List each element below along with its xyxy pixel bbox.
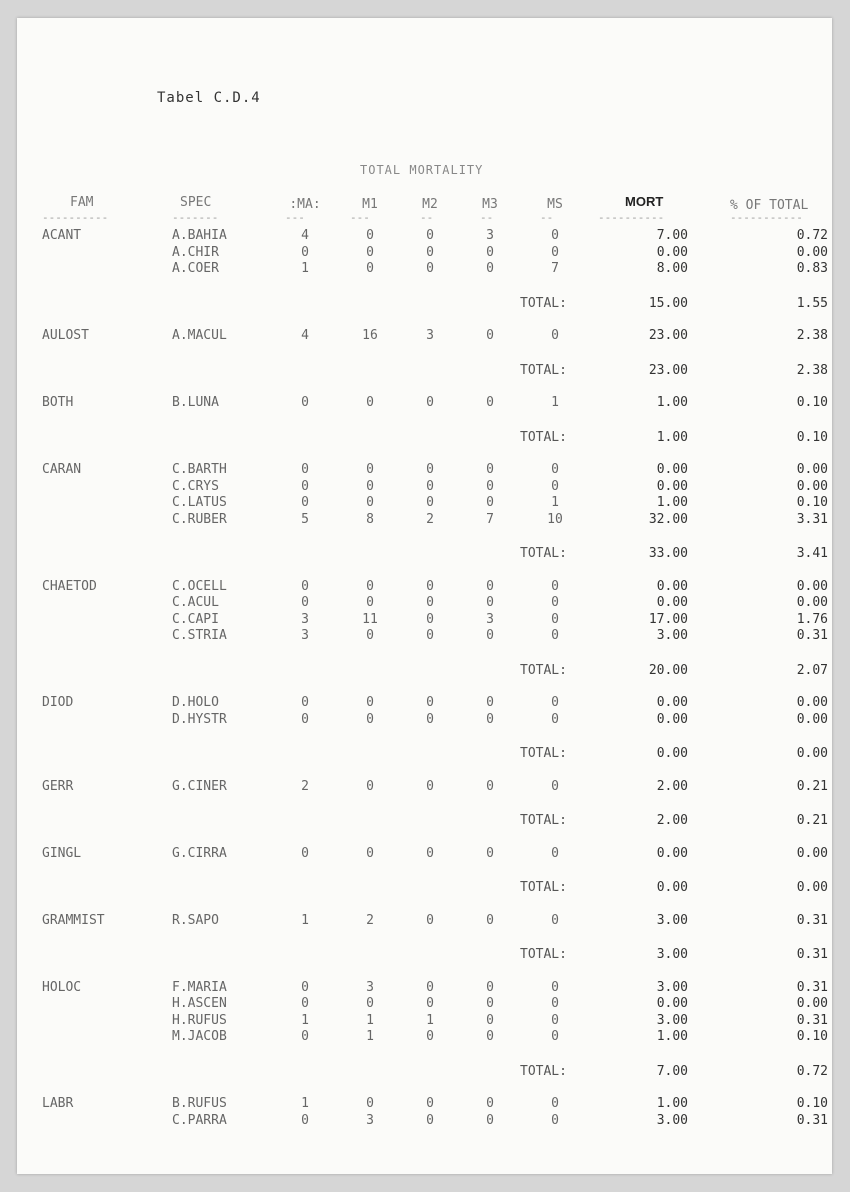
value-mort: 1.00 xyxy=(656,1096,688,1111)
value-ma: 0 xyxy=(301,711,309,727)
value-mort: 0.00 xyxy=(656,595,688,610)
value-ms: 0 xyxy=(551,912,559,928)
total-mort: 3.00 xyxy=(656,947,688,962)
value-ms: 0 xyxy=(551,328,559,343)
value-mort: 3.00 xyxy=(656,1012,688,1028)
value-m3: 0 xyxy=(486,595,494,610)
value-mort: 1.00 xyxy=(656,395,688,410)
value-ms: 0 xyxy=(551,1012,559,1028)
total-label: TOTAL: xyxy=(520,1063,567,1079)
header-underline-spec: ------- xyxy=(172,211,219,224)
value-ms: 0 xyxy=(551,228,559,243)
value-m1: 8 xyxy=(366,511,374,527)
value-pct: 0.00 xyxy=(796,478,828,494)
table-subtitle: TOTAL MORTALITY xyxy=(360,163,484,177)
value-m2: 0 xyxy=(426,1029,434,1044)
value-m1: 1 xyxy=(366,1029,374,1044)
value-m3: 0 xyxy=(486,1012,494,1028)
value-ma: 1 xyxy=(301,261,309,276)
value-mort: 8.00 xyxy=(656,261,688,276)
species-name: B.LUNA xyxy=(172,395,219,410)
header-fam: FAM xyxy=(70,195,94,210)
total-pct: 0.72 xyxy=(796,1063,828,1079)
value-ma: 4 xyxy=(301,328,309,343)
family-name: ACANT xyxy=(42,228,82,243)
value-pct: 0.00 xyxy=(796,845,828,861)
value-mort: 0.00 xyxy=(656,845,688,861)
value-pct: 0.00 xyxy=(796,996,828,1011)
species-name: D.HYSTR xyxy=(172,711,227,727)
value-m1: 3 xyxy=(366,1112,374,1128)
value-ma: 0 xyxy=(301,495,309,510)
value-m1: 16 xyxy=(362,328,378,343)
header-spec: SPEC xyxy=(180,195,212,210)
value-mort: 0.00 xyxy=(656,996,688,1011)
value-ms: 0 xyxy=(551,695,559,710)
value-m1: 0 xyxy=(366,261,374,276)
table-title: Tabel C.D.4 xyxy=(157,90,261,106)
value-ma: 0 xyxy=(301,244,309,260)
header-underline-m2: -- xyxy=(420,211,434,224)
value-pct: 0.31 xyxy=(796,1012,828,1028)
value-ms: 1 xyxy=(551,495,559,510)
value-ms: 7 xyxy=(551,261,559,276)
value-m1: 0 xyxy=(366,395,374,410)
value-pct: 0.10 xyxy=(796,495,828,510)
total-pct: 1.55 xyxy=(796,295,828,311)
value-m1: 0 xyxy=(366,244,374,260)
value-ms: 0 xyxy=(551,778,559,794)
value-m2: 3 xyxy=(426,328,434,343)
header-underline-m3: -- xyxy=(480,211,494,224)
value-m3: 0 xyxy=(486,979,494,995)
total-mort: 7.00 xyxy=(656,1063,688,1079)
value-ms: 0 xyxy=(551,595,559,610)
species-name: G.CINER xyxy=(172,778,227,794)
total-mort: 2.00 xyxy=(656,813,688,828)
value-mort: 0.00 xyxy=(656,578,688,594)
total-mort: 20.00 xyxy=(648,662,688,678)
value-pct: 0.00 xyxy=(796,462,828,477)
family-name: CHAETOD xyxy=(42,578,97,594)
species-name: M.JACOB xyxy=(172,1029,227,1044)
value-m1: 0 xyxy=(366,578,374,594)
value-ms: 0 xyxy=(551,478,559,494)
value-pct: 3.31 xyxy=(796,511,828,527)
value-mort: 3.00 xyxy=(656,912,688,928)
value-mort: 17.00 xyxy=(648,611,688,627)
total-label: TOTAL: xyxy=(520,429,567,445)
value-m3: 0 xyxy=(486,395,494,410)
value-ma: 0 xyxy=(301,996,309,1011)
value-m2: 0 xyxy=(426,912,434,928)
value-m1: 0 xyxy=(366,628,374,643)
value-m2: 0 xyxy=(426,845,434,861)
family-name: LABR xyxy=(42,1096,74,1111)
value-ms: 0 xyxy=(551,1029,559,1044)
value-m2: 0 xyxy=(426,261,434,276)
value-ms: 0 xyxy=(551,462,559,477)
value-m1: 3 xyxy=(366,979,374,995)
value-m3: 0 xyxy=(486,578,494,594)
total-mort: 23.00 xyxy=(648,362,688,378)
value-m2: 0 xyxy=(426,1112,434,1128)
value-ma: 0 xyxy=(301,845,309,861)
value-m3: 0 xyxy=(486,845,494,861)
value-m3: 0 xyxy=(486,695,494,710)
species-name: C.CRYS xyxy=(172,478,219,494)
species-name: F.MARIA xyxy=(172,979,227,995)
family-name: HOLOC xyxy=(42,979,82,995)
species-name: B.RUFUS xyxy=(172,1096,227,1111)
value-ma: 3 xyxy=(301,628,309,643)
family-name: GRAMMIST xyxy=(42,912,105,928)
total-pct: 3.41 xyxy=(796,546,828,561)
total-pct: 2.38 xyxy=(796,362,828,378)
total-label: TOTAL: xyxy=(520,746,567,761)
value-ms: 0 xyxy=(551,996,559,1011)
value-m1: 0 xyxy=(366,495,374,510)
species-name: C.CAPI xyxy=(172,611,219,627)
value-ma: 0 xyxy=(301,478,309,494)
value-ma: 4 xyxy=(301,228,309,243)
value-mort: 32.00 xyxy=(648,511,688,527)
total-mort: 1.00 xyxy=(656,429,688,445)
value-mort: 23.00 xyxy=(648,328,688,343)
value-ms: 0 xyxy=(551,578,559,594)
species-name: A.CHIR xyxy=(172,244,219,260)
total-pct: 0.10 xyxy=(796,429,828,445)
value-pct: 0.31 xyxy=(796,628,828,643)
value-m3: 0 xyxy=(486,495,494,510)
value-ma: 0 xyxy=(301,395,309,410)
value-m3: 0 xyxy=(486,1112,494,1128)
value-mort: 2.00 xyxy=(656,778,688,794)
value-m3: 0 xyxy=(486,996,494,1011)
species-name: A.COER xyxy=(172,261,219,276)
value-m2: 1 xyxy=(426,1012,434,1028)
species-name: R.SAPO xyxy=(172,912,219,928)
value-ms: 0 xyxy=(551,979,559,995)
value-pct: 0.83 xyxy=(796,261,828,276)
value-m3: 0 xyxy=(486,912,494,928)
value-m2: 0 xyxy=(426,395,434,410)
total-label: TOTAL: xyxy=(520,546,567,561)
header-m2: M2 xyxy=(422,197,438,212)
value-pct: 0.31 xyxy=(796,979,828,995)
value-ms: 0 xyxy=(551,628,559,643)
value-m2: 0 xyxy=(426,711,434,727)
value-mort: 3.00 xyxy=(656,628,688,643)
value-m3: 0 xyxy=(486,1096,494,1111)
total-mort: 0.00 xyxy=(656,746,688,761)
species-name: C.RUBER xyxy=(172,511,227,527)
value-pct: 0.31 xyxy=(796,1112,828,1128)
value-ma: 0 xyxy=(301,1112,309,1128)
value-pct: 1.76 xyxy=(796,611,828,627)
value-m3: 0 xyxy=(486,1029,494,1044)
value-m2: 0 xyxy=(426,778,434,794)
value-pct: 2.38 xyxy=(796,328,828,343)
family-name: DIOD xyxy=(42,695,74,710)
value-mort: 0.00 xyxy=(656,462,688,477)
value-m3: 0 xyxy=(486,478,494,494)
value-ma: 0 xyxy=(301,695,309,710)
value-m3: 0 xyxy=(486,462,494,477)
value-m1: 0 xyxy=(366,228,374,243)
value-ms: 0 xyxy=(551,1096,559,1111)
value-m2: 0 xyxy=(426,1096,434,1111)
value-m2: 0 xyxy=(426,628,434,643)
value-m1: 11 xyxy=(362,611,378,627)
value-m1: 0 xyxy=(366,845,374,861)
value-m2: 0 xyxy=(426,595,434,610)
value-pct: 0.00 xyxy=(796,711,828,727)
total-pct: 0.21 xyxy=(796,813,828,828)
value-m2: 0 xyxy=(426,578,434,594)
header-mort: MORT xyxy=(625,194,664,209)
total-pct: 0.31 xyxy=(796,947,828,962)
total-mort: 15.00 xyxy=(648,295,688,311)
header-underline-pct: ----------- xyxy=(730,211,803,224)
header-underline-mort: ---------- xyxy=(598,211,665,224)
value-ms: 1 xyxy=(551,395,559,410)
value-m3: 0 xyxy=(486,711,494,727)
value-ma: 1 xyxy=(301,1096,309,1111)
family-name: CARAN xyxy=(42,462,82,477)
total-pct: 2.07 xyxy=(796,662,828,678)
family-name: AULOST xyxy=(42,328,89,343)
value-ms: 0 xyxy=(551,711,559,727)
value-m3: 3 xyxy=(486,611,494,627)
value-m1: 0 xyxy=(366,1096,374,1111)
value-ms: 10 xyxy=(547,511,563,527)
value-mort: 7.00 xyxy=(656,228,688,243)
species-name: C.BARTH xyxy=(172,462,227,477)
species-name: G.CIRRA xyxy=(172,845,227,861)
value-pct: 0.00 xyxy=(796,595,828,610)
value-m2: 0 xyxy=(426,478,434,494)
value-pct: 0.10 xyxy=(796,1029,828,1044)
species-name: H.RUFUS xyxy=(172,1012,227,1028)
total-label: TOTAL: xyxy=(520,295,567,311)
value-pct: 0.00 xyxy=(796,244,828,260)
species-name: C.LATUS xyxy=(172,495,227,510)
value-ma: 3 xyxy=(301,611,309,627)
value-pct: 0.00 xyxy=(796,695,828,710)
value-mort: 1.00 xyxy=(656,495,688,510)
total-pct: 0.00 xyxy=(796,746,828,761)
value-m3: 0 xyxy=(486,778,494,794)
header-underline-fam: ---------- xyxy=(42,211,109,224)
value-mort: 0.00 xyxy=(656,695,688,710)
species-name: H.ASCEN xyxy=(172,996,227,1011)
value-m3: 0 xyxy=(486,328,494,343)
value-ms: 0 xyxy=(551,1112,559,1128)
value-m1: 0 xyxy=(366,996,374,1011)
species-name: C.STRIA xyxy=(172,628,227,643)
value-m2: 0 xyxy=(426,495,434,510)
family-name: BOTH xyxy=(42,395,74,410)
header-underline-ms: -- xyxy=(540,211,554,224)
value-m1: 0 xyxy=(366,695,374,710)
header-ms: MS xyxy=(547,197,563,212)
value-m2: 0 xyxy=(426,611,434,627)
total-label: TOTAL: xyxy=(520,662,567,678)
total-mort: 33.00 xyxy=(648,546,688,561)
value-ma: 0 xyxy=(301,595,309,610)
value-m2: 0 xyxy=(426,244,434,260)
value-m1: 0 xyxy=(366,711,374,727)
species-name: A.BAHIA xyxy=(172,228,227,243)
value-mort: 0.00 xyxy=(656,711,688,727)
value-m3: 3 xyxy=(486,228,494,243)
header-m3: M3 xyxy=(482,197,498,212)
header-pct: % OF TOTAL xyxy=(730,198,809,213)
value-m3: 7 xyxy=(486,511,494,527)
family-name: GINGL xyxy=(42,845,82,861)
header-underline-m1: --- xyxy=(350,211,370,224)
total-pct: 0.00 xyxy=(796,880,828,895)
value-m1: 2 xyxy=(366,912,374,928)
species-name: A.MACUL xyxy=(172,328,227,343)
species-name: C.ACUL xyxy=(172,595,219,610)
value-m3: 0 xyxy=(486,261,494,276)
value-mort: 0.00 xyxy=(656,244,688,260)
value-m2: 0 xyxy=(426,695,434,710)
value-mort: 1.00 xyxy=(656,1029,688,1044)
value-ms: 0 xyxy=(551,244,559,260)
header-underline-ma: --- xyxy=(285,211,305,224)
species-name: C.PARRA xyxy=(172,1112,227,1128)
header-ma: :MA: xyxy=(289,197,321,212)
value-ma: 0 xyxy=(301,462,309,477)
value-ms: 0 xyxy=(551,611,559,627)
value-m2: 0 xyxy=(426,979,434,995)
value-m2: 0 xyxy=(426,462,434,477)
total-label: TOTAL: xyxy=(520,362,567,378)
total-mort: 0.00 xyxy=(656,880,688,895)
value-pct: 0.10 xyxy=(796,395,828,410)
value-ma: 2 xyxy=(301,778,309,794)
value-pct: 0.72 xyxy=(796,228,828,243)
value-ma: 0 xyxy=(301,979,309,995)
value-pct: 0.31 xyxy=(796,912,828,928)
value-pct: 0.00 xyxy=(796,578,828,594)
total-label: TOTAL: xyxy=(520,947,567,962)
value-m2: 0 xyxy=(426,228,434,243)
value-ma: 0 xyxy=(301,578,309,594)
value-m3: 0 xyxy=(486,244,494,260)
value-pct: 0.10 xyxy=(796,1096,828,1111)
value-m2: 2 xyxy=(426,511,434,527)
value-ma: 0 xyxy=(301,1029,309,1044)
value-mort: 3.00 xyxy=(656,1112,688,1128)
value-mort: 3.00 xyxy=(656,979,688,995)
value-ma: 1 xyxy=(301,1012,309,1028)
value-m1: 0 xyxy=(366,595,374,610)
value-mort: 0.00 xyxy=(656,478,688,494)
value-m1: 0 xyxy=(366,478,374,494)
value-ma: 5 xyxy=(301,511,309,527)
value-ms: 0 xyxy=(551,845,559,861)
species-name: D.HOLO xyxy=(172,695,219,710)
value-pct: 0.21 xyxy=(796,778,828,794)
family-name: GERR xyxy=(42,778,74,794)
value-m1: 0 xyxy=(366,462,374,477)
value-m2: 0 xyxy=(426,996,434,1011)
total-label: TOTAL: xyxy=(520,880,567,895)
total-label: TOTAL: xyxy=(520,813,567,828)
value-ma: 1 xyxy=(301,912,309,928)
value-m1: 1 xyxy=(366,1012,374,1028)
value-m3: 0 xyxy=(486,628,494,643)
header-m1: M1 xyxy=(362,197,378,212)
value-m1: 0 xyxy=(366,778,374,794)
species-name: C.OCELL xyxy=(172,578,227,594)
